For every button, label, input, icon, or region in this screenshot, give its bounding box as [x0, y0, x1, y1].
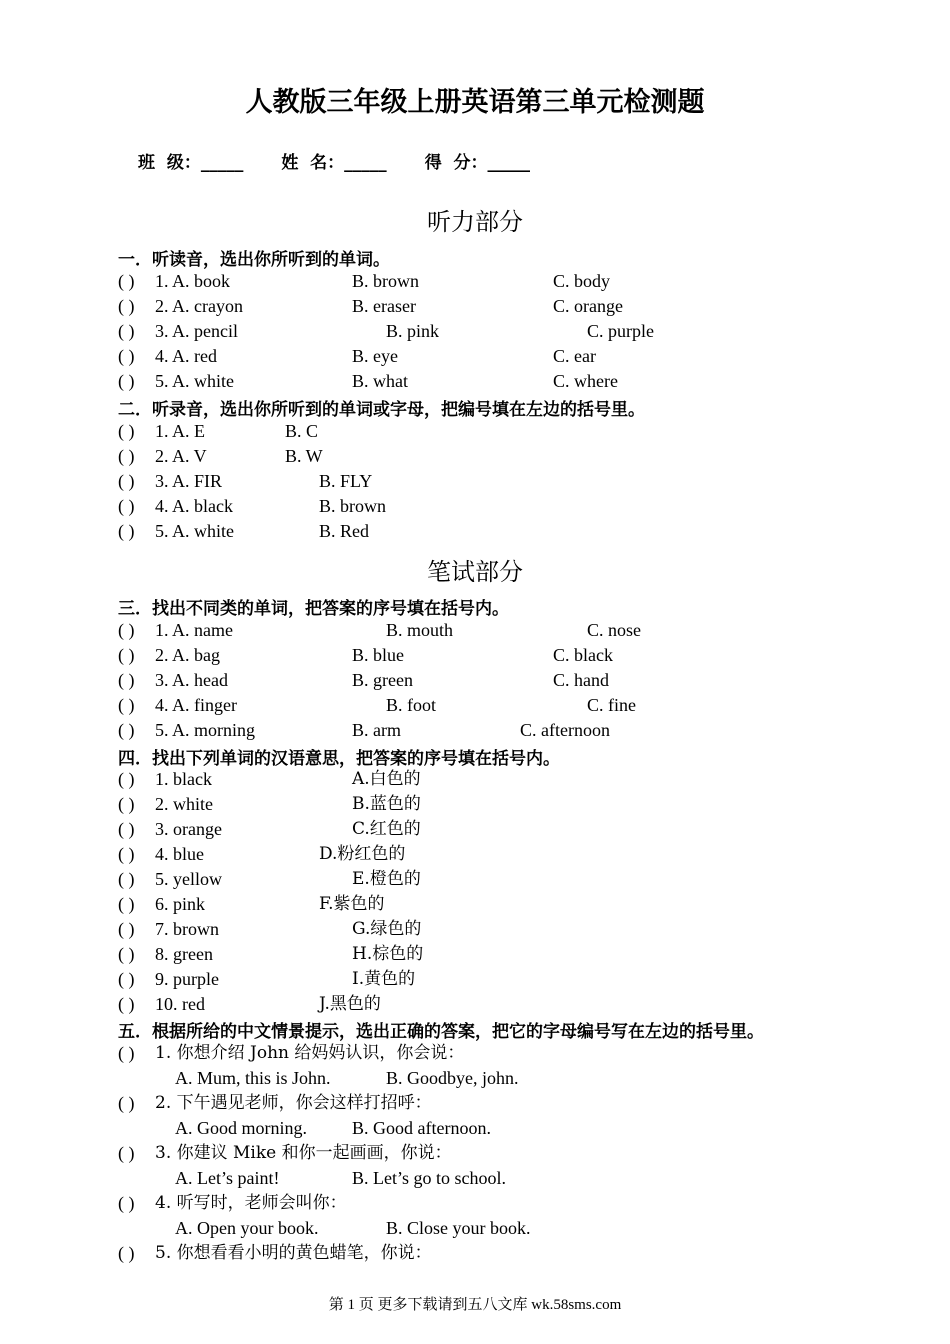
answer-paren: ( ) — [118, 496, 135, 516]
option-b: B. foot — [386, 695, 437, 715]
question-option-a: 5. A. white — [155, 521, 234, 541]
answer-paren: ( ) — [118, 869, 135, 889]
answer-paren: ( ) — [118, 969, 135, 989]
answer-paren: ( ) — [118, 670, 135, 690]
answer-paren: ( ) — [118, 471, 135, 491]
option-a: A. Good morning. — [175, 1118, 307, 1138]
option-b: B. blue — [352, 645, 404, 665]
part5-heading: 五．根据所给的中文情景提示，选出正确的答案，把它的字母编号写在左边的括号里。 — [118, 1022, 764, 1042]
option-b: B. W — [285, 446, 323, 466]
meaning-option: D.粉红色的 — [319, 844, 406, 864]
option-b: B. green — [352, 670, 413, 690]
word: 5. yellow — [155, 869, 222, 889]
word: 1. black — [155, 769, 212, 789]
answer-paren: ( ) — [118, 446, 135, 466]
page-title: 人教版三年级上册英语第三单元检测题 — [245, 87, 705, 118]
listening-section-title: 听力部分 — [427, 208, 523, 236]
answer-paren: ( ) — [118, 321, 135, 341]
option-c: C. afternoon — [520, 720, 610, 740]
word: 7. brown — [155, 919, 219, 939]
option-b: B. eye — [352, 346, 398, 366]
option-c: C. nose — [587, 620, 641, 640]
part4-heading: 四．找出下列单词的汉语意思，把答案的序号填在括号内。 — [118, 749, 560, 769]
situation-prompt: 5. 你想看看小明的黄色蜡笔，你说： — [155, 1243, 432, 1263]
option-b: B. brown — [352, 271, 419, 291]
option-b: B. C — [285, 421, 319, 441]
option-b: B. mouth — [386, 620, 454, 640]
name-field: 姓 名：_____ — [281, 153, 387, 173]
answer-paren: ( ) — [118, 844, 135, 864]
word: 4. blue — [155, 844, 204, 864]
page-footer: 第 1 页 更多下载请到五八文库 wk.58sms.com — [328, 1297, 622, 1313]
option-b: B. brown — [319, 496, 386, 516]
question-option-a: 5. A. morning — [155, 720, 256, 740]
answer-paren: ( ) — [118, 371, 135, 391]
question-option-a: 2. A. V — [155, 446, 207, 466]
option-c: C. orange — [553, 296, 623, 316]
answer-paren: ( ) — [118, 919, 135, 939]
option-b: B. arm — [352, 720, 401, 740]
situation-prompt: 3. 你建议 Mike 和你一起画画，你说： — [155, 1143, 452, 1163]
meaning-option: I.黄色的 — [352, 969, 416, 989]
word: 3. orange — [155, 819, 222, 839]
answer-paren: ( ) — [118, 645, 135, 665]
part2-heading: 二．听录音，选出你所听到的单词或字母，把编号填在左边的括号里。 — [118, 400, 645, 420]
student-info — [138, 148, 568, 173]
answer-paren: ( ) — [118, 894, 135, 914]
word: 10. red — [155, 994, 205, 1014]
meaning-option: B.蓝色的 — [352, 794, 421, 814]
answer-paren: ( ) — [118, 1093, 135, 1113]
meaning-option: G.绿色的 — [352, 919, 422, 939]
option-c: C. black — [553, 645, 613, 665]
option-b: B. Let’s go to school. — [352, 1168, 506, 1188]
class-field: 班 级：_____ — [138, 153, 244, 173]
answer-paren: ( ) — [118, 620, 135, 640]
answer-paren: ( ) — [118, 769, 135, 789]
answer-paren: ( ) — [118, 819, 135, 839]
question-option-a: 1. A. E — [155, 421, 206, 441]
part1-heading: 一．听读音，选出你所听到的单词。 — [118, 250, 390, 270]
option-a: A. Mum, this is John. — [175, 1068, 331, 1088]
question-option-a: 4. A. finger — [155, 695, 237, 715]
option-b: B. Goodbye, john. — [386, 1068, 519, 1088]
meaning-option: F.紫色的 — [319, 894, 385, 914]
question-option-a: 4. A. red — [155, 346, 217, 366]
answer-paren: ( ) — [118, 521, 135, 541]
answer-paren: ( ) — [118, 1043, 135, 1063]
option-b: B. pink — [386, 321, 440, 341]
answer-paren: ( ) — [118, 271, 135, 291]
answer-paren: ( ) — [118, 994, 135, 1014]
writing-section-title: 笔试部分 — [427, 558, 523, 586]
word: 2. white — [155, 794, 213, 814]
answer-paren: ( ) — [118, 1143, 135, 1163]
question-option-a: 2. A. crayon — [155, 296, 243, 316]
option-c: C. purple — [587, 321, 654, 341]
answer-paren: ( ) — [118, 346, 135, 366]
part3-heading: 三．找出不同类的单词，把答案的序号填在括号内。 — [118, 599, 509, 619]
option-a: A. Let’s paint! — [175, 1168, 280, 1188]
option-b: B. Close your book. — [386, 1218, 531, 1238]
option-c: C. where — [553, 371, 618, 391]
question-option-a: 3. A. pencil — [155, 321, 238, 341]
word: 9. purple — [155, 969, 219, 989]
answer-paren: ( ) — [118, 695, 135, 715]
question-option-a: 3. A. head — [155, 670, 228, 690]
question-option-a: 1. A. name — [155, 620, 233, 640]
meaning-option: J.黑色的 — [319, 994, 381, 1014]
answer-paren: ( ) — [118, 421, 135, 441]
option-b: B. Good afternoon. — [352, 1118, 491, 1138]
question-option-a: 4. A. black — [155, 496, 233, 516]
question-option-a: 2. A. bag — [155, 645, 220, 665]
meaning-option: A.白色的 — [352, 769, 421, 789]
score-field: 得 分：_____ — [424, 153, 531, 173]
meaning-option: C.红色的 — [352, 819, 421, 839]
option-b: B. Red — [319, 521, 370, 541]
situation-prompt: 4. 听写时，老师会叫你： — [155, 1193, 347, 1213]
option-b: B. what — [352, 371, 408, 391]
question-option-a: 5. A. white — [155, 371, 234, 391]
answer-paren: ( ) — [118, 944, 135, 964]
option-b: B. eraser — [352, 296, 416, 316]
option-c: C. fine — [587, 695, 636, 715]
option-c: C. ear — [553, 346, 596, 366]
answer-paren: ( ) — [118, 1243, 135, 1263]
option-a: A. Open your book. — [175, 1218, 319, 1238]
option-c: C. hand — [553, 670, 609, 690]
question-option-a: 1. A. book — [155, 271, 231, 291]
answer-paren: ( ) — [118, 1193, 135, 1213]
situation-prompt: 1. 你想介绍 John 给妈妈认识，你会说： — [155, 1043, 465, 1063]
answer-paren: ( ) — [118, 720, 135, 740]
meaning-option: H.棕色的 — [352, 944, 424, 964]
answer-paren: ( ) — [118, 794, 135, 814]
word: 8. green — [155, 944, 213, 964]
answer-paren: ( ) — [118, 296, 135, 316]
option-b: B. FLY — [319, 471, 373, 491]
question-option-a: 3. A. FIR — [155, 471, 223, 491]
situation-prompt: 2. 下午遇见老师，你会这样打招呼： — [155, 1093, 432, 1113]
option-c: C. body — [553, 271, 611, 291]
word: 6. pink — [155, 894, 206, 914]
meaning-option: E.橙色的 — [352, 869, 421, 889]
